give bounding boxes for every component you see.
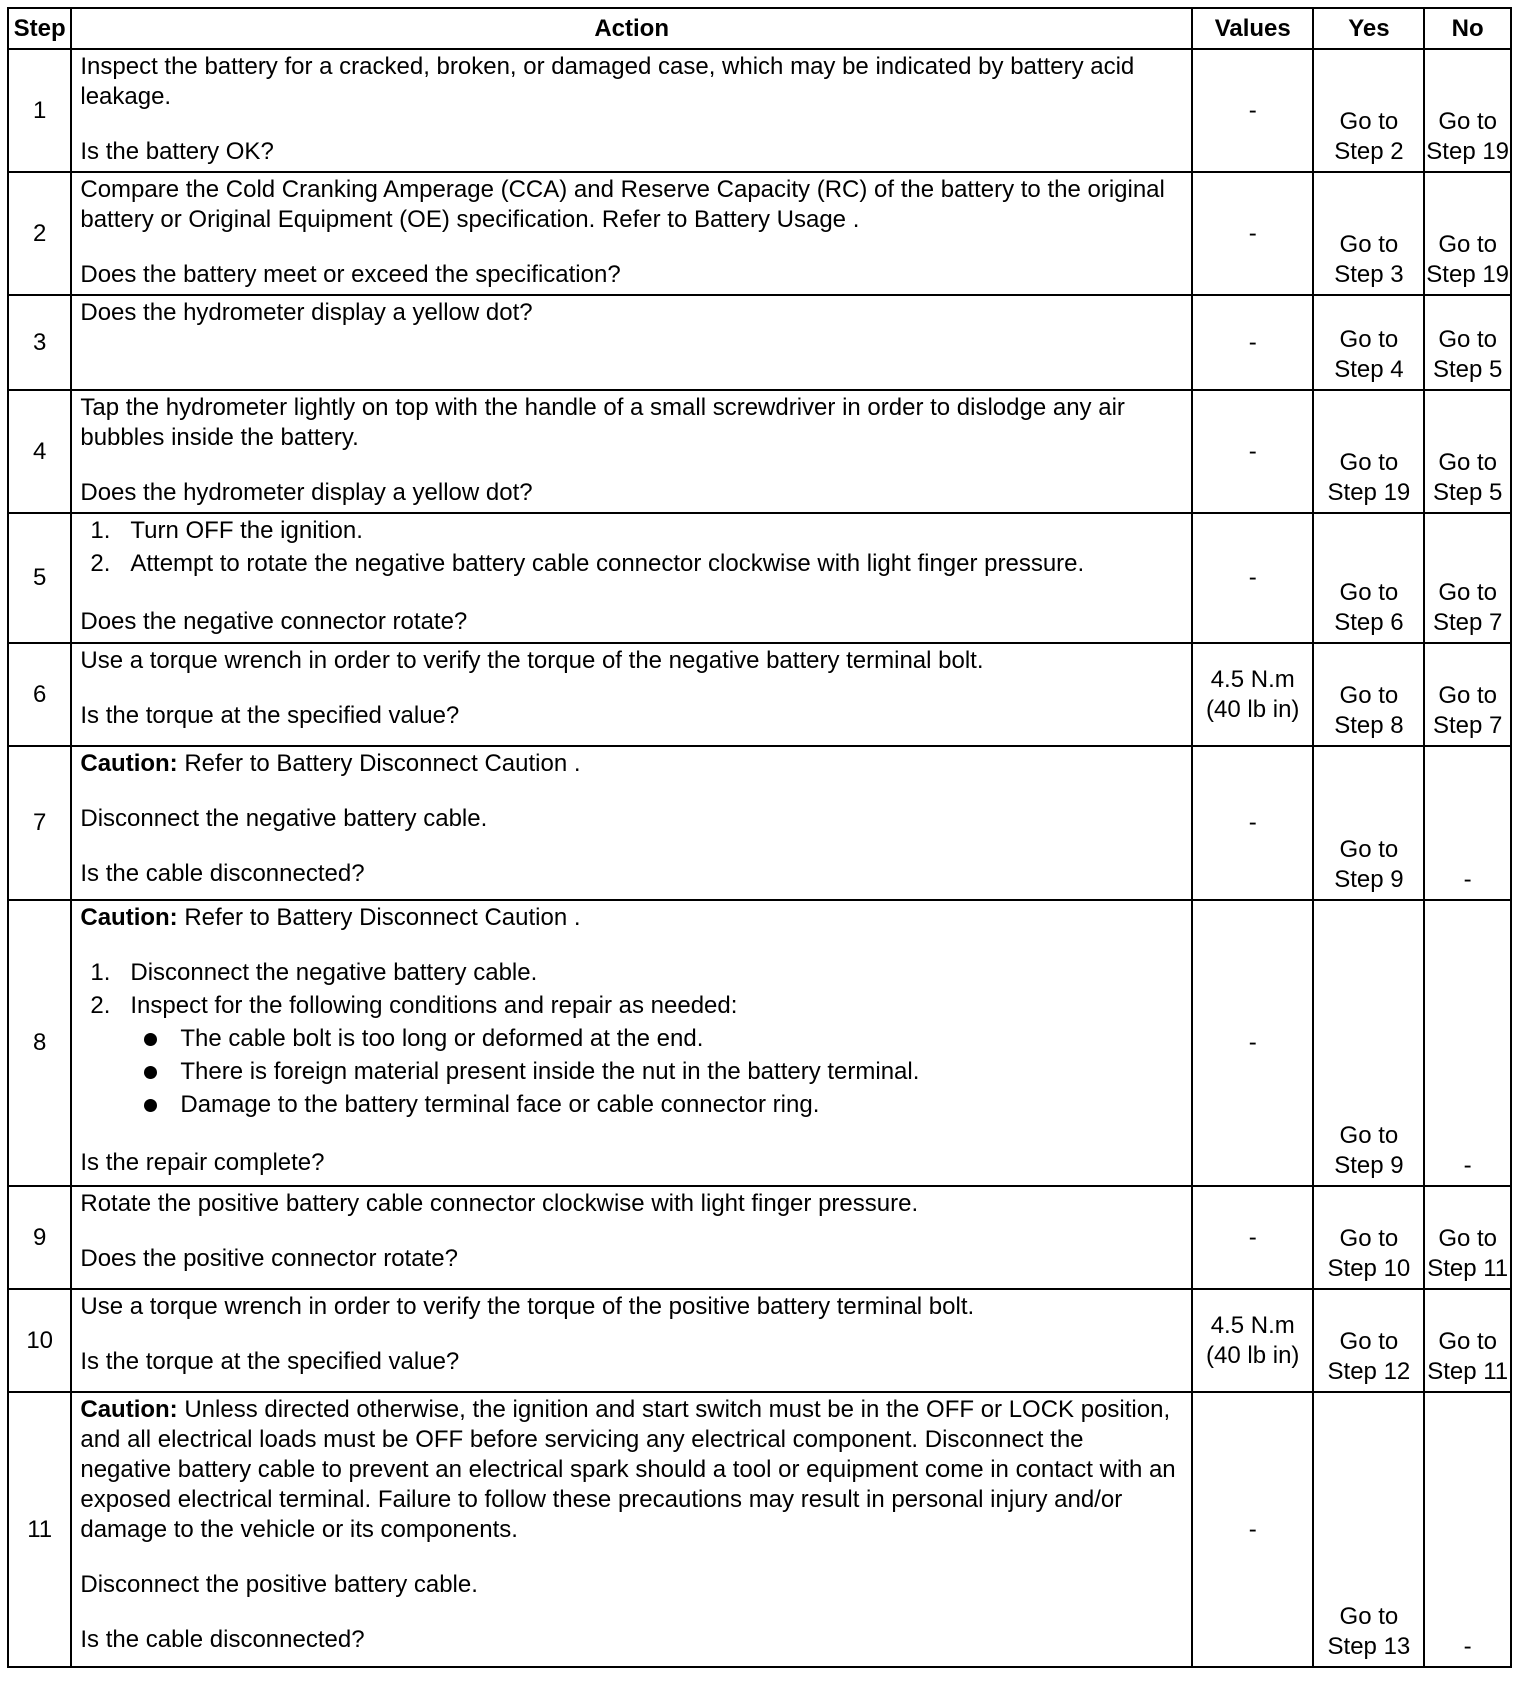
caution-note: [80, 1395, 1177, 1545]
header-yes: Yes: [1313, 8, 1424, 49]
table-row: [8, 513, 1511, 643]
action-question: Is the repair complete?: [80, 1149, 325, 1176]
bullet-list: [130, 1024, 1177, 1120]
action-text: Inspect the battery for a cracked, broken, or damaged case, which may be indicated by battery acid leakage.: [80, 53, 1135, 110]
no-cell: Go to Step 5: [1424, 295, 1511, 390]
yes-cell: Go to Step 10: [1313, 1186, 1424, 1289]
action-question: Is the cable disconnected?: [80, 1626, 365, 1653]
action-cell: [71, 49, 1192, 172]
no-cell: Go to Step 19: [1424, 49, 1511, 172]
list-item: 1. Turn OFF the ignition.: [90, 517, 363, 544]
action-question: Is the battery OK?: [80, 138, 274, 165]
bullet-item: There is foreign material present inside the nut in the battery terminal.: [130, 1057, 1177, 1087]
step-number: 3: [8, 295, 71, 390]
table-row: [8, 390, 1511, 513]
values-cell: [1192, 643, 1313, 746]
values-cell: -: [1192, 390, 1313, 513]
list-item: 2. Attempt to rotate the negative battery cable connector clockwise with light finger pressure.: [90, 550, 1085, 577]
action-question: Is the cable disconnected?: [80, 860, 365, 887]
step-number: 4: [8, 390, 71, 513]
diagnostic-table: [7, 7, 1512, 1668]
yes-cell: Go to Step 19: [1313, 390, 1424, 513]
torque-value-imperial: (40 lb in): [1206, 1341, 1300, 1369]
action-question: Does the positive connector rotate?: [80, 1245, 458, 1272]
values-cell: -: [1192, 1392, 1313, 1667]
action-question: Does the battery meet or exceed the specification?: [80, 261, 621, 288]
action-text: Disconnect the negative battery cable.: [80, 805, 488, 832]
action-question: Does the negative connector rotate?: [80, 608, 468, 635]
yes-cell: Go to Step 3: [1313, 172, 1424, 295]
table-row: [8, 1186, 1511, 1289]
caution-label: Caution:: [80, 904, 178, 931]
values-cell: -: [1192, 900, 1313, 1186]
no-cell: Go to Step 19: [1424, 172, 1511, 295]
yes-cell: Go to Step 9: [1313, 746, 1424, 900]
action-text: Compare the Cold Cranking Amperage (CCA) and Reserve Capacity (RC) of the battery to the original battery or Original Equipment (OE) specification. Refer to Battery Usage .: [80, 176, 1165, 233]
no-cell: -: [1424, 900, 1511, 1186]
no-cell: Go to Step 5: [1424, 390, 1511, 513]
yes-cell: Go to Step 6: [1313, 513, 1424, 643]
no-cell: -: [1424, 746, 1511, 900]
action-question: Is the torque at the specified value?: [80, 702, 460, 729]
header-values: Values: [1192, 8, 1313, 49]
header-step: Step: [8, 8, 71, 49]
list-item: 2. Inspect for the following conditions and repair as needed: The cable bolt is too long or deformed at the end. There is foreign material present inside the nut in the battery terminal. Damage to the battery terminal face or cable connector ring.: [80, 991, 1177, 1120]
no-cell: Go to Step 7: [1424, 643, 1511, 746]
torque-value-metric: 4.5 N.m: [1210, 1311, 1295, 1339]
action-text: Rotate the positive battery cable connector clockwise with light finger pressure.: [80, 1190, 919, 1217]
action-text: Disconnect the positive battery cable.: [80, 1571, 478, 1598]
no-cell: Go to Step 11: [1424, 1186, 1511, 1289]
action-question: Does the hydrometer display a yellow dot?: [80, 479, 533, 506]
action-text: Use a torque wrench in order to verify the torque of the positive battery terminal bolt.: [80, 1293, 975, 1320]
step-number: 10: [8, 1289, 71, 1392]
table-row: [8, 643, 1511, 746]
yes-cell: Go to Step 2: [1313, 49, 1424, 172]
yes-cell: Go to Step 8: [1313, 643, 1424, 746]
bullet-item: The cable bolt is too long or deformed at the end.: [130, 1024, 1177, 1054]
step-number: 7: [8, 746, 71, 900]
torque-value-imperial: (40 lb in): [1206, 695, 1300, 723]
caution-text: Refer to Battery Disconnect Caution .: [184, 750, 581, 777]
action-cell: [71, 1186, 1192, 1289]
caution-note: [80, 903, 1177, 933]
caution-text: Refer to Battery Disconnect Caution .: [184, 904, 581, 931]
yes-cell: Go to Step 9: [1313, 900, 1424, 1186]
action-cell: [71, 1392, 1192, 1667]
numbered-list: [80, 958, 1177, 1120]
yes-cell: Go to Step 12: [1313, 1289, 1424, 1392]
action-cell: [71, 643, 1192, 746]
torque-value-metric: 4.5 N.m: [1210, 665, 1295, 693]
table-row: [8, 295, 1511, 390]
values-cell: -: [1192, 295, 1313, 390]
action-text: Use a torque wrench in order to verify the torque of the negative battery terminal bolt.: [80, 647, 984, 674]
action-cell: [71, 172, 1192, 295]
action-text: Tap the hydrometer lightly on top with the handle of a small screwdriver in order to dislodge any air bubbles inside the battery.: [80, 394, 1125, 451]
table-row: [8, 172, 1511, 295]
header-no: No: [1424, 8, 1511, 49]
no-cell: -: [1424, 1392, 1511, 1667]
values-cell: -: [1192, 49, 1313, 172]
action-cell: [71, 1289, 1192, 1392]
action-question: Is the torque at the specified value?: [80, 1348, 460, 1375]
yes-cell: Go to Step 4: [1313, 295, 1424, 390]
step-number: 6: [8, 643, 71, 746]
step-number: 8: [8, 900, 71, 1186]
values-cell: [1192, 1289, 1313, 1392]
header-action: Action: [71, 8, 1192, 49]
table-row: [8, 900, 1511, 1186]
action-cell: [71, 390, 1192, 513]
step-number: 11: [8, 1392, 71, 1667]
step-number: 2: [8, 172, 71, 295]
caution-note: [80, 749, 1177, 779]
action-cell: [71, 295, 1192, 390]
values-cell: -: [1192, 172, 1313, 295]
action-cell: [71, 513, 1192, 643]
values-cell: -: [1192, 1186, 1313, 1289]
header-row: [8, 8, 1511, 49]
action-question: Does the hydrometer display a yellow dot?: [80, 299, 533, 326]
table-row: [8, 1392, 1511, 1667]
values-cell: -: [1192, 513, 1313, 643]
numbered-list: [80, 516, 1177, 579]
list-item: 1. Disconnect the negative battery cable.: [90, 959, 538, 986]
action-cell: [71, 746, 1192, 900]
table-row: [8, 49, 1511, 172]
caution-text: Unless directed otherwise, the ignition and start switch must be in the OFF or LOCK position, and all electrical loads must be OFF before servicing any electrical component. Disconnect the negative battery cable to prevent an electrical spark should a tool or equipment come in contact with an exposed electrical terminal. Failure to follow these precautions may result in personal injury and/or damage to the vehicle or its components.: [80, 1396, 1176, 1543]
caution-label: Caution:: [80, 1396, 178, 1423]
no-cell: Go to Step 11: [1424, 1289, 1511, 1392]
table-row: [8, 746, 1511, 900]
step-number: 5: [8, 513, 71, 643]
caution-label: Caution:: [80, 750, 178, 777]
table-row: [8, 1289, 1511, 1392]
yes-cell: Go to Step 13: [1313, 1392, 1424, 1667]
step-number: 9: [8, 1186, 71, 1289]
values-cell: -: [1192, 746, 1313, 900]
no-cell: Go to Step 7: [1424, 513, 1511, 643]
action-cell: [71, 900, 1192, 1186]
bullet-item: Damage to the battery terminal face or cable connector ring.: [130, 1090, 1177, 1120]
step-number: 1: [8, 49, 71, 172]
